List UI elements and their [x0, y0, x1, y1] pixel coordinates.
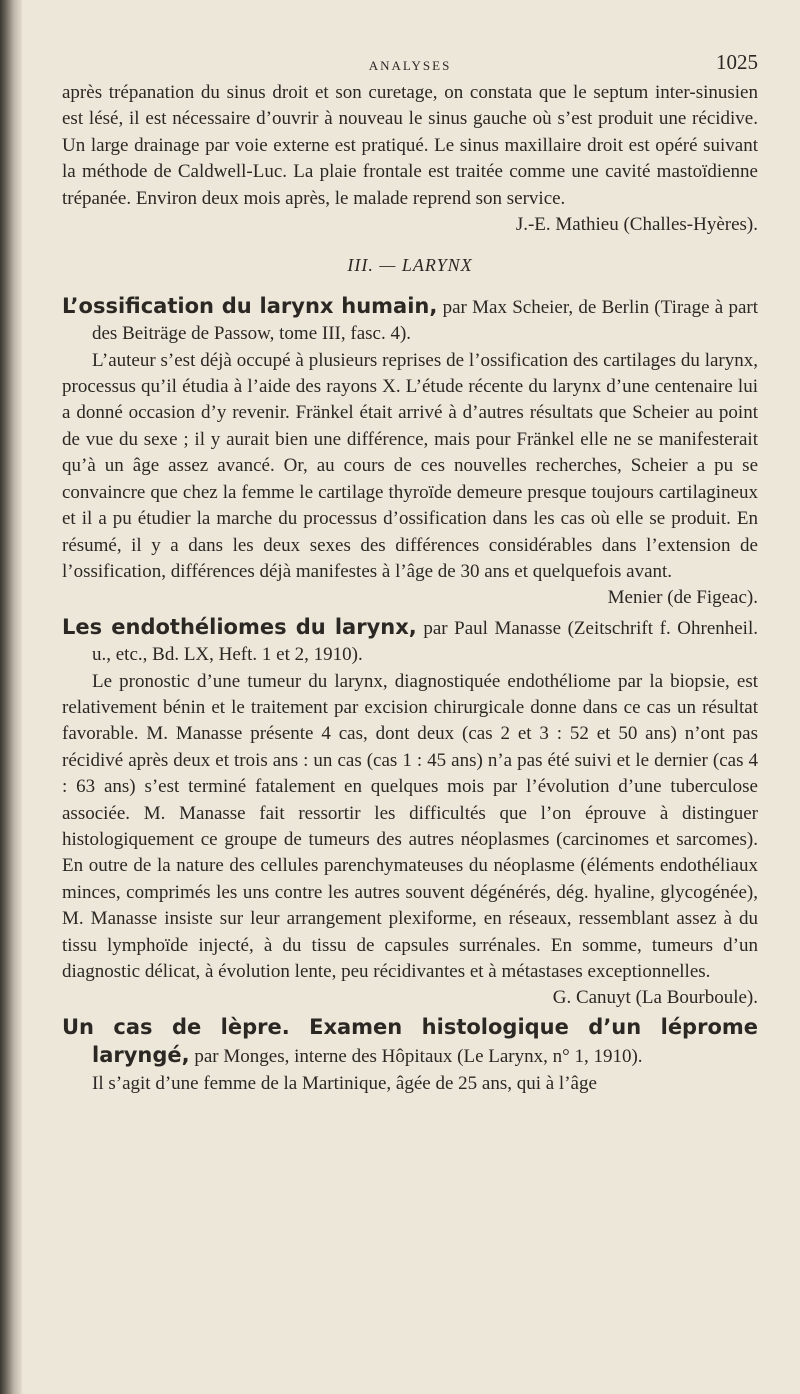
continued-text: après trépanation du sinus droit et son curetage, on constata que le septum inter-sinusien est lésé, il est nécessaire d’ouvrir à nouveau le sinus gauche où s’est produit une récidive. Un large drainage par voie externe est pratiqué. Le sinus maxillaire droit est opéré suivant la méthode de Caldwell-Luc. La plaie frontale est traitée comme une cavité mastoïdienne trépanée. Environ deux mois après, le malade reprend son service. [62, 82, 758, 209]
article-title: L’ossification du larynx humain, [62, 293, 438, 318]
article-ossification [62, 293, 758, 612]
article-body: Le pronostic d’une tumeur du larynx, diagnostiquée endothéliome par la biopsie, est relativement bénin et le traitement par excision chirurgicale donne dans ce cas un résultat favorable. M. Manasse présente 4 cas, dont deux (cas 2 et 3 : 52 et 50 ans) n’ont pas récidivé après deux et trois ans : un cas (cas 1 : 45 ans) n’a pas été suivi et le dernier (cas 4 : 63 ans) s’est terminé fatalement en quelques mois par l’évolution d’une tuberculose associée. M. Manasse fait ressortir les difficultés que l’on éprouve à distinguer histologiquement ce groupe de tumeurs des autres néoplasmes (carcinomes et sarcomes). En outre de la nature des cellules parenchymateuses du néoplasme (éléments endothéliaux minces, comprimés les uns contre les autres souvent dégénérés, dég. hyaline, glycogénée), M. Manasse insiste sur leur arrangement plexiforme, en réseaux, ressemblant assez à du tissu lymphoïde injecté, à du tissu de capsules surrénales. En somme, tumeurs d’un diagnostic délicat, à évolution lente, peu récidivantes et à métastases exceptionnelles. [62, 670, 758, 982]
section-heading: III. — LARYNX [347, 255, 473, 276]
article-lepre [62, 1014, 758, 1097]
running-head [62, 40, 758, 80]
article-signature: Menier (de Figeac). [607, 587, 758, 609]
article-body: Il s’agit d’une femme de la Martinique, âgée de 25 ans, qui à l’âge [92, 1072, 597, 1094]
running-title: ANALYSES [368, 58, 452, 73]
article-signature: G. Canuyt (La Bourboule). [552, 987, 758, 1009]
page [62, 40, 758, 1097]
article-citation: par Paul Manasse (Zeitschrift f. Ohrenheil. u., etc., Bd. LX, Heft. 1 et 2, 1910). [92, 617, 758, 666]
article-endotheliomes [62, 614, 758, 1012]
article-title: Les endothéliomes du larynx, [62, 614, 417, 639]
article-citation: par Monges, interne des Hôpitaux (Le Larynx, n° 1, 1910). [194, 1046, 643, 1068]
article-citation: par Max Scheier, de Berlin (Tirage à part des Beiträge de Passow, tome III, fasc. 4). [92, 296, 759, 345]
article-title: Un cas de lèpre. Examen histologique d’un léprome laryngé, [62, 1014, 758, 1068]
page-number: 1025 [716, 50, 758, 74]
article-body: L’auteur s’est déjà occupé à plusieurs reprises de l’ossification des cartilages du larynx, processus qu’il étudia à l’aide des rayons X. L’étude récente du larynx d’une centenaire lui a donné occasion d’y revenir. Fränkel était arrivé à d’autres résultats que Scheier au point de vue du sexe ; il y aurait bien une différence, mais pour Fränkel elle ne se manifesterait qu’à un âge assez avancé. Or, au cours de ces nouvelles recherches, Scheier a pu se convaincre que chez la femme le cartilage thyroïde demeure presque toujours cartilagineux et il a pu étudier la marche du processus d’ossification dans les cas où elle se produit. En résumé, il y a dans les deux sexes des différences considérables dans l’extension de l’ossification, différences déjà manifestes à l’âge de 30 ans et quelquefois avant. [62, 349, 758, 582]
continued-paragraph [62, 80, 758, 238]
continued-signature: J.-E. Mathieu (Challes-Hyères). [515, 214, 758, 236]
book-binding-shadow [0, 0, 22, 1394]
